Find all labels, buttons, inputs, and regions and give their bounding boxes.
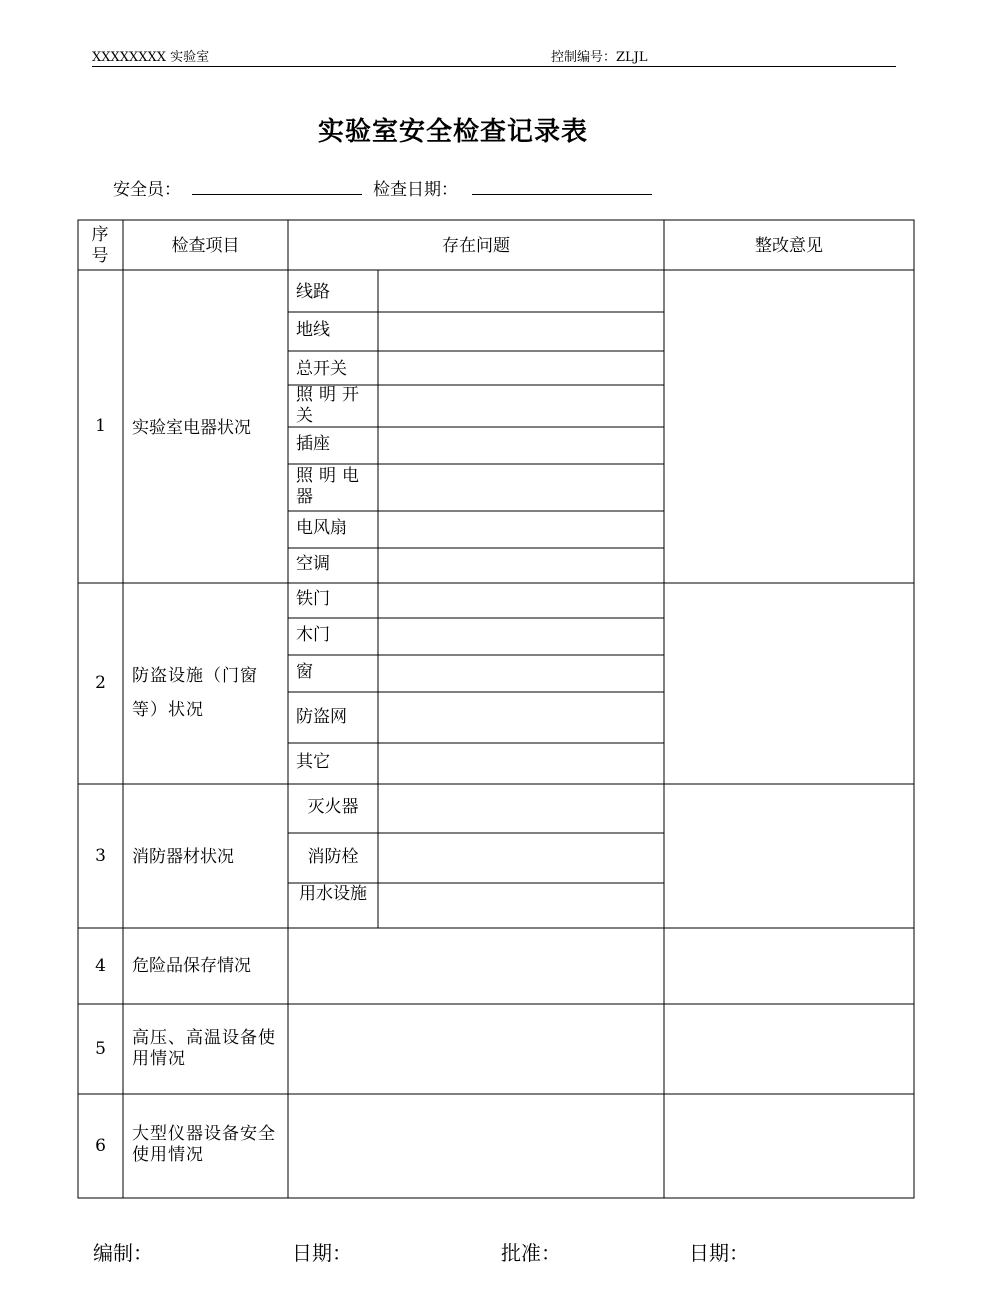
row-no-6: 6: [95, 1136, 106, 1156]
sub-hydrant: 消防栓: [307, 847, 359, 867]
item-high-pressure: 高压、高温设备使用情况: [132, 1028, 276, 1069]
page-title: 实验室安全检查记录表: [317, 117, 588, 147]
item-fire-equipment: 消防器材状况: [132, 847, 234, 867]
sub-light-switch: 照明开关: [296, 385, 365, 426]
sub-ground-wire: 地线: [296, 320, 330, 340]
lab-name: XXXXXXXX 实验室: [92, 50, 210, 65]
item-large-instruments: 大型仪器设备安全使用情况: [132, 1124, 276, 1165]
col-header-item: 检查项目: [171, 236, 240, 256]
sub-extinguisher: 灭火器: [307, 797, 359, 817]
row-no-4: 4: [95, 956, 106, 976]
sub-security-net: 防盗网: [296, 707, 347, 727]
sub-window: 窗: [296, 662, 313, 682]
item-anti-theft: 防盗设施（门窗等）状况: [132, 666, 258, 720]
sub-fan: 电风扇: [296, 518, 347, 538]
date-label-1: 日期：: [292, 1241, 352, 1265]
col-header-issues: 存在问题: [442, 236, 510, 256]
sub-iron-door: 铁门: [296, 589, 330, 609]
inspection-date-label: 检查日期：: [373, 180, 458, 200]
sub-wiring: 线路: [296, 282, 330, 302]
sub-other: 其它: [296, 752, 330, 772]
safety-officer-label: 安全员：: [113, 180, 181, 200]
item-hazardous: 危险品保存情况: [132, 956, 251, 976]
sub-lighting: 照明电器: [296, 466, 365, 507]
sub-main-switch: 总开关: [296, 359, 347, 379]
approved-by-label: 批准：: [501, 1241, 561, 1265]
col-header-opinion: 整改意见: [755, 236, 823, 256]
compiled-by-label: 编制：: [93, 1241, 153, 1265]
row-no-1: 1: [95, 416, 106, 436]
col-header-no-text: 序号: [91, 225, 109, 266]
row-no-5: 5: [95, 1039, 106, 1059]
col-header-no: [80, 225, 120, 267]
sub-wood-door: 木门: [296, 625, 330, 645]
row-no-3: 3: [95, 846, 106, 866]
row-no-2: 2: [95, 673, 106, 693]
sub-socket: 插座: [296, 434, 330, 454]
sub-water-facility: 用水设施: [299, 884, 367, 904]
control-number: 控制编号：ZLJL: [551, 50, 648, 65]
sub-air-conditioner: 空调: [296, 554, 330, 574]
date-label-2: 日期：: [689, 1241, 749, 1265]
item-electrical: 实验室电器状况: [132, 418, 251, 438]
